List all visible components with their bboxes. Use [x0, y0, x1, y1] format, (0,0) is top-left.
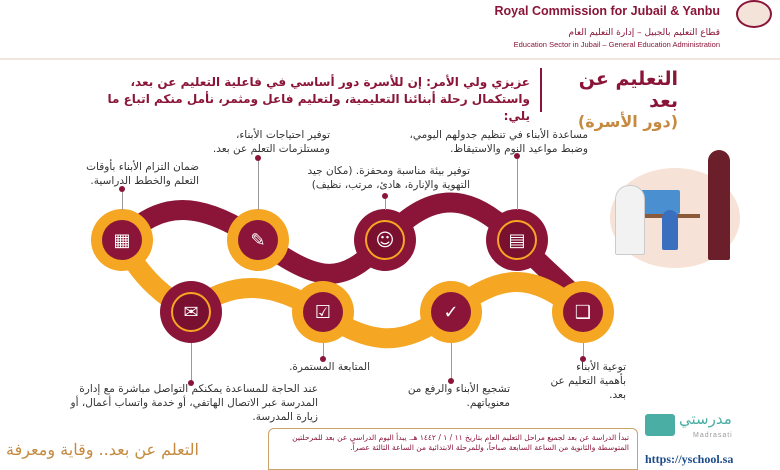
thumbs-up-icon: ✓: [431, 292, 471, 332]
organization-name-en: Royal Commission for Jubail & Yanbu: [494, 4, 720, 18]
father-figure: [615, 185, 645, 255]
label-awareness: توعية الأبناء بأهمية التعليم عن بعد.: [550, 361, 626, 401]
schedule-info-box: تبدأ الدراسة عن بعد لجميع مراحل التعليم العام بتاريخ ١١ / ١ / ١٤٤٢ هـ. يبدأ اليوم الدراسي عن بعد للمرحلتين المتوسطة والثانوية من الساعة السابعة صباحاً، وللمرحلة الابتدائية من الساعة الثالثة عصراً.: [268, 428, 638, 470]
label-environment: توفير بيئة مناسبة ومحفزة. (مكان جيد التهوية والإنارة، هادئ، مرتب، نظيف): [307, 165, 470, 191]
stem-line: [451, 343, 452, 381]
checklist-icon: ☑: [303, 292, 343, 332]
website-link[interactable]: https://yschool.sa: [645, 452, 734, 466]
node-schedule: [486, 209, 548, 271]
label-needs: توفير احتياجات الأبناء، ومستلزمات التعلم عن بعد.: [212, 129, 330, 155]
stem-dot: [382, 193, 388, 199]
title-block: [540, 68, 678, 131]
chat-bubbles-icon: ✉: [171, 292, 211, 332]
label-commitment: ضمان التزام الأبناء بأوقات التعلم والخطط الدراسية.: [86, 161, 199, 187]
open-book-icon: ❑: [563, 292, 603, 332]
madrasati-mark-icon: [645, 414, 675, 436]
organization-subtitle-en: Education Sector in Jubail – General Education Administration: [513, 40, 720, 49]
node-commitment: [91, 209, 153, 271]
madrasati-logo: [645, 408, 745, 448]
label-contact: عند الحاجة للمساعدة يمكنكم التواصل مباشرة مع إدارة المدرسة عبر الاتصال الهاتفي، أو خدمة واتساب أعمال، أو زيارة المدرسة.: [70, 383, 318, 423]
calendar-icon: ▤: [497, 220, 537, 260]
organization-name-ar: قطاع التعليم بالجبيل – إدارة التعليم العام: [568, 28, 720, 38]
madrasati-name-en: Madrasati: [693, 432, 733, 439]
label-schedule: مساعدة الأبناء في تنظيم جدولهم اليومي، وضبط مواعيد النوم والاستيقاظ.: [409, 129, 588, 155]
label-encourage: تشجيع الأبناء والرفع من معنوياتهم.: [407, 383, 510, 409]
reader-icon: ☺: [365, 220, 405, 260]
node-environment: [354, 209, 416, 271]
commission-seal-icon: [736, 0, 772, 28]
page-subtitle: (دور الأسرة): [577, 112, 678, 131]
organization-block: [494, 4, 720, 49]
student-desk-icon: ✎: [238, 220, 278, 260]
label-followup: المتابعة المستمرة.: [289, 361, 370, 373]
stem-line: [258, 158, 259, 210]
node-followup: [292, 281, 354, 343]
intro-text: عزيزي ولي الأمر: إن للأسرة دور أساسي في فاعلية التعليم عن بعد، واستكمال رحلة أبنائنا التعليمية، ولتعليم فاعل ومثمر، نأمل منكم اتباع ما يلي:: [107, 75, 530, 123]
family-illustration: [590, 150, 740, 270]
mother-figure: [708, 150, 730, 260]
slogan: التعلم عن بعد.. وقاية ومعرفة: [6, 440, 199, 459]
node-encourage: [420, 281, 482, 343]
child-figure: [662, 210, 678, 250]
node-contact: [160, 281, 222, 343]
header-divider: [0, 58, 780, 60]
node-awareness: [552, 281, 614, 343]
madrasati-name-ar: مدرستي: [679, 410, 732, 428]
stem-line: [191, 343, 192, 383]
node-needs: [227, 209, 289, 271]
page-title: التعليم عن بعد: [578, 68, 678, 112]
stem-line: [122, 190, 123, 210]
stem-line: [517, 156, 518, 210]
calendar-clock-icon: ▦: [102, 220, 142, 260]
header: [0, 0, 780, 60]
